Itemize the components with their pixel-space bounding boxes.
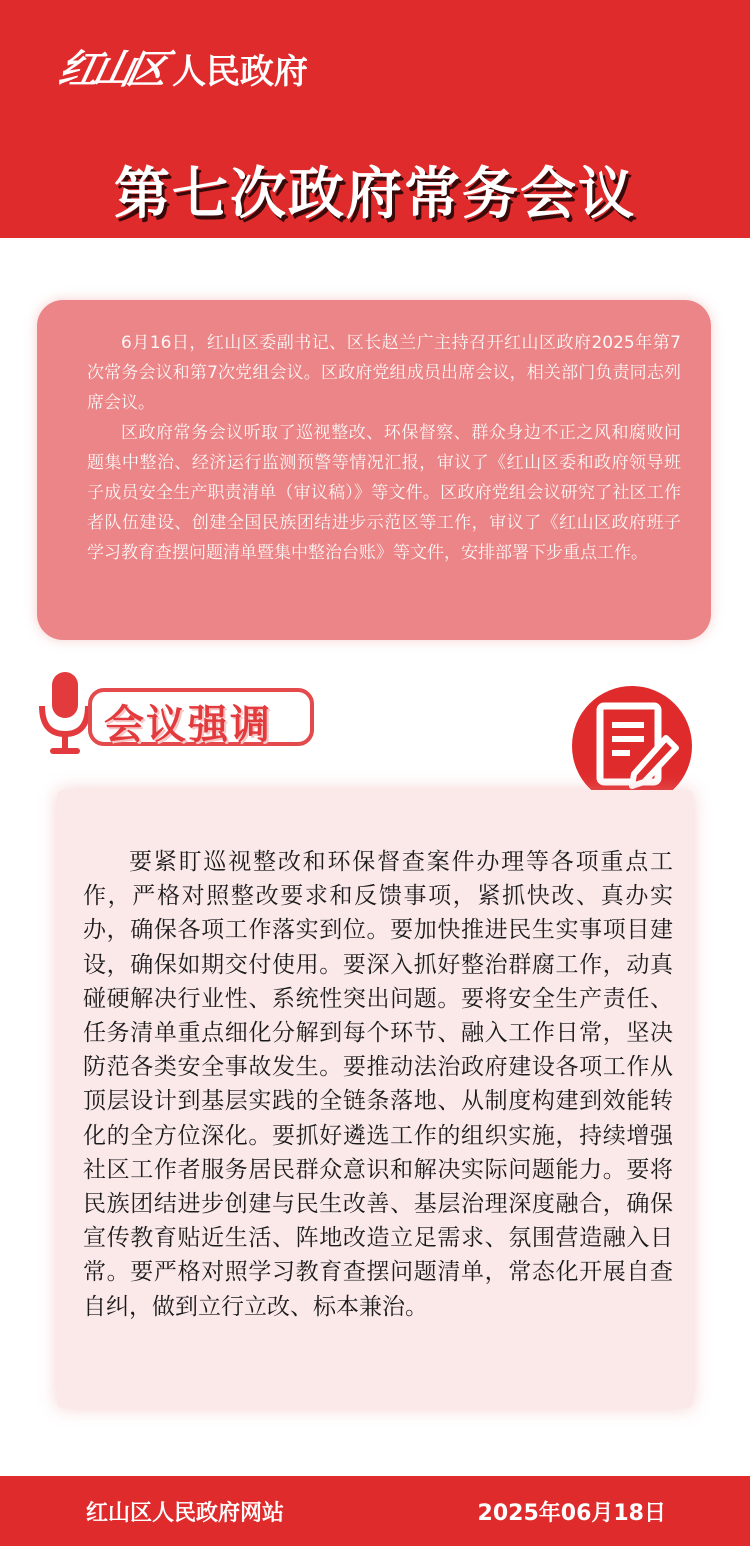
logo-text: 人民政府	[172, 52, 308, 92]
site-logo[interactable]	[54, 38, 308, 95]
footer-site-name: 红山区人民政府网站	[86, 1501, 285, 1526]
intro-box	[37, 300, 711, 640]
intro-paragraph-1: 6月16日，红山区委副书记、区长赵兰广主持召开红山区政府2025年第7次常务会议和第7次党组会议。区政府党组成员出席会议，相关部门负责同志列席会议。	[87, 333, 681, 413]
header-banner	[0, 0, 750, 238]
footer-date: 2025年06月18日	[477, 1501, 666, 1526]
emphasis-panel	[57, 790, 693, 1408]
section-badge-label: 会议强调	[104, 702, 272, 748]
page-title: 第七次政府常务会议	[114, 162, 636, 227]
emphasis-body: 要紧盯巡视整改和环保督查案件办理等各项重点工作，严格对照整改要求和反馈事项，紧抓快改、真办实办，确保各项工作落实到位。要加快推进民生实事项目建设，确保如期交付使用。要深入抓好整治群腐工作，动真碰硬解决行业性、系统性突出问题。要将安全生产责任、任务清单重点细化分解到每个环节、融入工作日常，坚决防范各类安全事故发生。要推动法治政府建设各项工作从顶层设计到基层实践的全链条落地、从制度构建到效能转化的全方位深化。要抓好遴选工作的组织实施，持续增强社区工作者服务居民群众意识和解决实际问题能力。要将民族团结进步创建与民生改善、基层治理深度融合，确保宣传教育贴近生活、阵地改造立足需求、氛围营造融入日常。要严格对照学习教育查摆问题清单，常态化开展自查自纠，做到立行立改、标本兼治。	[83, 849, 673, 1320]
footer-bar	[0, 1476, 750, 1546]
microphone-icon	[36, 672, 92, 762]
logo-script: 红山区	[54, 46, 167, 93]
intro-paragraph-2: 区政府常务会议听取了巡视整改、环保督察、群众身边不正之风和腐败问题集中整治、经济运行监测预警等情况汇报，审议了《红山区委和政府领导班子成员安全生产职责清单（审议稿）》等文件。区政府党组会议研究了社区工作者队伍建设、创建全国民族团结进步示范区等工作，审议了《红山区政府班子学习教育查摆问题清单暨集中整治台账》等文件，安排部署下步重点工作。	[87, 423, 681, 563]
